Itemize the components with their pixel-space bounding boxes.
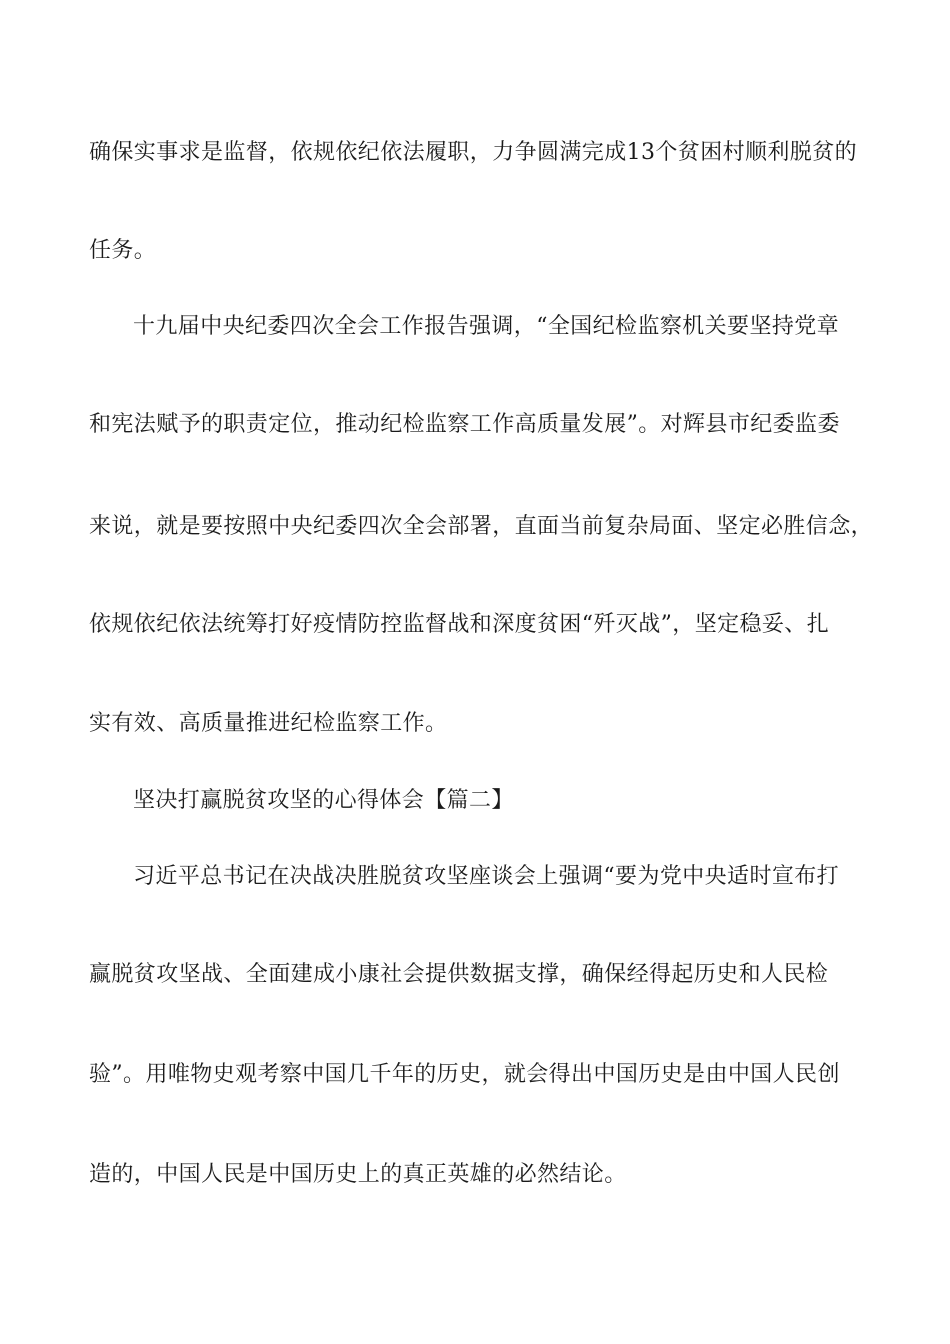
- paragraph-line: 验”。用唯物史观考察中国几千年的历史，就会得出中国历史是由中国人民创: [89, 1062, 840, 1087]
- paragraph-line: 造的，中国人民是中国历史上的真正英雄的必然结论。: [89, 1162, 627, 1187]
- paragraph-line: 来说，就是要按照中央纪委四次全会部署，直面当前复杂局面、坚定必胜信念，: [89, 514, 874, 539]
- paragraph-line: 确保实事求是监督，依规依纪依法履职，力争圆满完成13个贫困村顺利脱贫的: [89, 140, 857, 165]
- paragraph-line: 实有效、高质量推进纪检监察工作。: [89, 711, 448, 736]
- paragraph-line: 习近平总书记在决战决胜脱贫攻坚座谈会上强调“要为党中央适时宣布打: [133, 864, 840, 889]
- section-heading: 坚决打赢脱贫攻坚的心得体会【篇二】: [133, 788, 514, 813]
- paragraph-line: 依规依纪依法统筹打好疫情防控监督战和深度贫困“歼灭战”，坚定稳妥、扎: [89, 612, 830, 637]
- paragraph-line: 任务。: [89, 238, 157, 263]
- paragraph-line: 十九届中央纪委四次全会工作报告强调，“全国纪检监察机关要坚持党章: [133, 314, 840, 339]
- paragraph-line: 赢脱贫攻坚战、全面建成小康社会提供数据支撑，确保经得起历史和人民检: [89, 962, 829, 987]
- paragraph-line: 和宪法赋予的职责定位，推动纪检监察工作高质量发展”。对辉县市纪委监委: [89, 412, 840, 437]
